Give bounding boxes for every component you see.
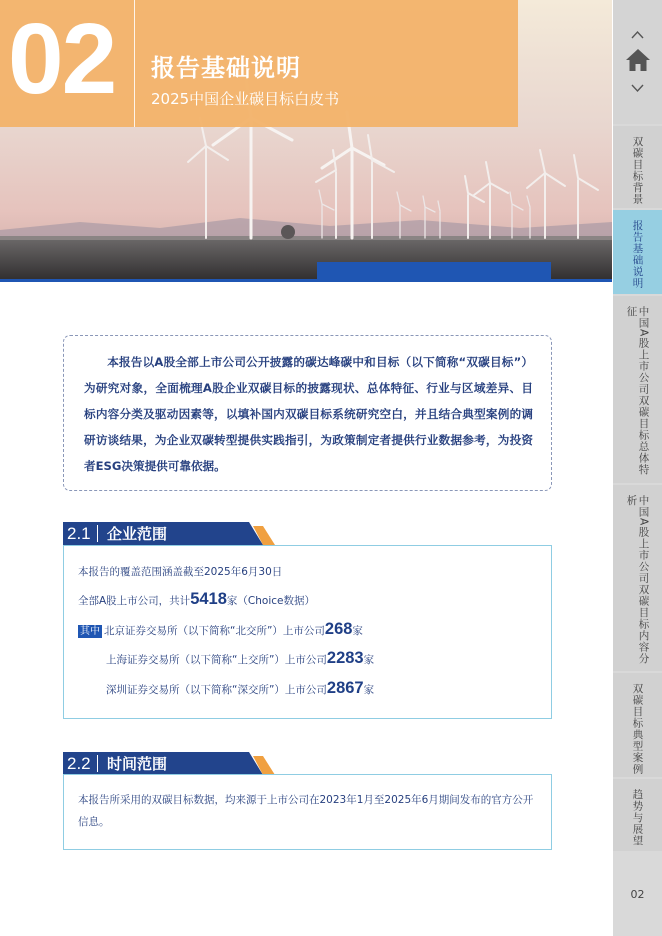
exchange-suffix: 家	[363, 684, 375, 696]
page-subtitle: 2025中国企业碳目标白皮书	[151, 90, 340, 108]
total-count: 5418	[190, 590, 227, 608]
exchange-count: 2867	[326, 679, 364, 697]
exchange-label: 上海证券交易所（以下简称“上交所”）上市公司	[106, 654, 327, 666]
section-number: 2.1	[67, 524, 91, 543]
total-line	[78, 592, 315, 608]
tab-report-basics[interactable]	[613, 210, 662, 294]
nav-controls	[613, 0, 662, 124]
chevron-down-icon[interactable]	[630, 80, 645, 95]
intro-text: 本报告以A股全部上市公司公开披露的碳达峰碳中和目标（以下简称“双碳目标”）为研究对象，全面梳理A股企业双碳目标的披露现状、总体特征、行业与区域差异、目标内容分类及驱动因素等，以填补国内双碳目标系统研究空白，并且结合典型案例的调研访谈结果，为企业双碳转型提供实践指引，为政策制定者提供行业数据参考，为投资者ESG决策提供可靠依据。	[84, 355, 533, 473]
exchange-line-sse	[106, 651, 374, 667]
time-range-text: 本报告所采用的双碳目标数据，均来源于上市公司在2023年1月至2025年6月期间发布的官方公开信息。	[78, 794, 534, 828]
home-icon[interactable]	[625, 47, 651, 73]
total-suffix: 家（Choice数据）	[226, 595, 315, 607]
tab-content-analysis[interactable]	[613, 485, 662, 671]
header-accent-bar	[317, 262, 551, 280]
section-header-scope	[63, 522, 275, 545]
section-number: 2.2	[67, 754, 91, 773]
exchange-count: 2283	[326, 649, 364, 667]
chapter-number: 02	[8, 3, 116, 115]
among-them-badge: 其中	[80, 626, 100, 637]
header-rule	[0, 279, 612, 282]
exchange-suffix: 家	[352, 625, 363, 637]
tab-overall-characteristics[interactable]	[613, 296, 662, 483]
hero-banner	[0, 0, 612, 282]
section-header-time	[63, 752, 275, 775]
section-title: 企业范围	[107, 525, 168, 543]
tab-label: 中国A股上市公司双碳目标内容分析	[625, 495, 650, 665]
section-header-shape	[63, 522, 275, 545]
exchange-label: 深圳证券交易所（以下简称“深交所”）上市公司	[106, 684, 327, 696]
exchange-line-bse	[78, 622, 363, 638]
section-separator	[97, 525, 98, 542]
page-number: 02	[630, 888, 645, 901]
scope-box	[63, 545, 552, 719]
tab-dual-carbon-background[interactable]	[613, 126, 662, 208]
tab-trends-outlook[interactable]	[613, 779, 662, 851]
exchange-suffix: 家	[363, 654, 375, 666]
time-range-box	[63, 774, 552, 850]
exchange-line-szse	[106, 681, 374, 697]
tab-typical-cases[interactable]	[613, 673, 662, 777]
section-separator	[97, 755, 98, 772]
exchange-count: 268	[324, 620, 353, 638]
coverage-line: 本报告的覆盖范围涵盖截至2025年6月30日	[78, 566, 283, 578]
exchange-label: 北京证券交易所（以下简称“北交所”）上市公司	[104, 625, 325, 637]
tab-label: 中国A股上市公司双碳目标总体特征	[625, 306, 650, 476]
chevron-up-icon[interactable]	[630, 28, 645, 43]
tab-label: 报告基础说明	[631, 220, 644, 289]
total-prefix: 全部A股上市公司，共计	[78, 595, 191, 607]
side-navigation	[613, 0, 662, 936]
section-title: 时间范围	[107, 755, 168, 773]
tab-label: 趋势与展望	[631, 789, 644, 847]
tab-label: 双碳目标典型案例	[631, 683, 644, 775]
header-divider	[134, 0, 135, 127]
tab-label: 双碳目标背景	[631, 136, 644, 205]
section-header-shape	[63, 752, 275, 775]
intro-box	[63, 335, 552, 491]
page-title: 报告基础说明	[151, 54, 301, 82]
